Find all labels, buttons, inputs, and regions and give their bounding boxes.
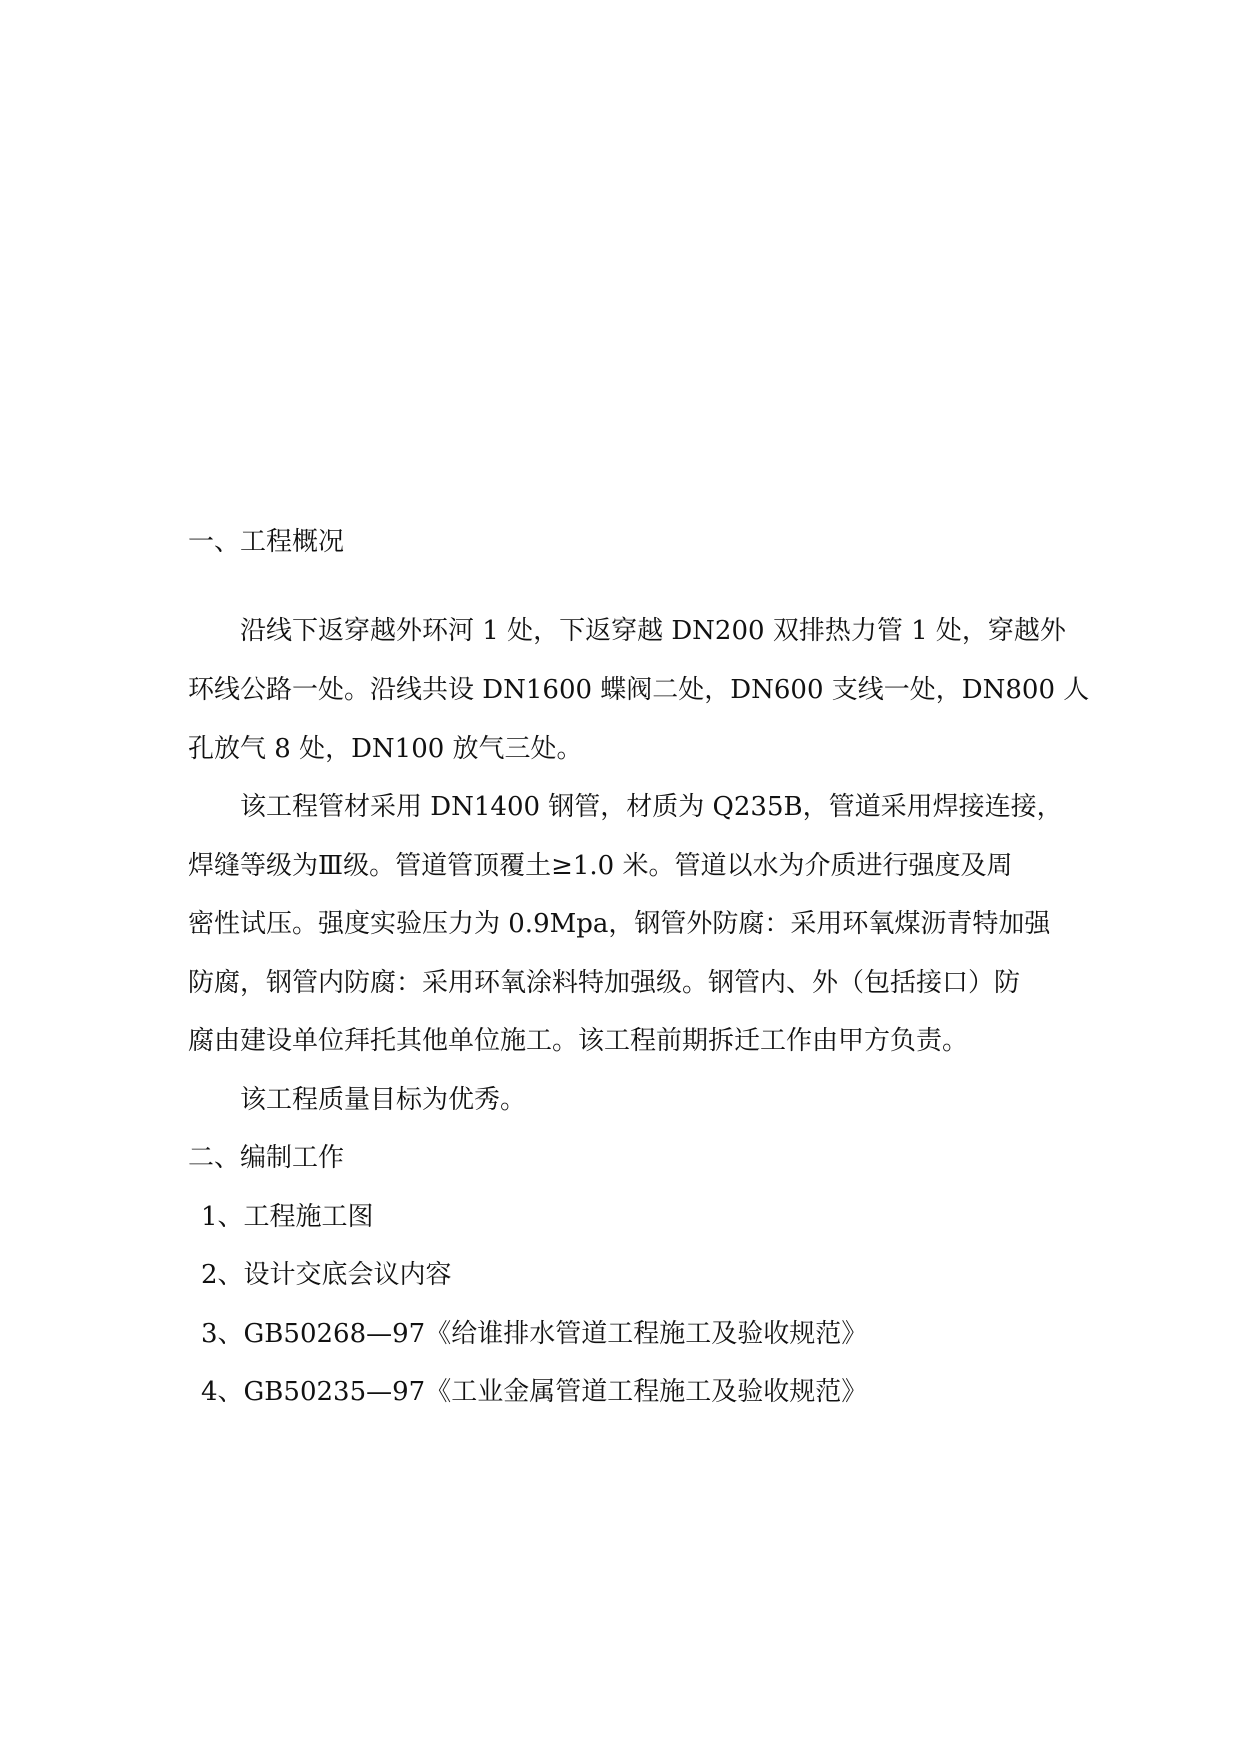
section-heading-compilation: 二、编制工作	[188, 1143, 345, 1173]
list-item: 4、GB50235—97《工业金属管道工程施工及验收规范》	[201, 1377, 868, 1407]
list-item: 3、GB50268—97《给谁排水管道工程施工及验收规范》	[201, 1319, 868, 1349]
paragraph-line: 环线公路一处。沿线共设 DN1600 蝶阀二处，DN600 支线一处，DN800 人	[188, 675, 1090, 705]
paragraph-line: 孔放气 8 处，DN100 放气三处。	[188, 734, 583, 764]
paragraph-line: 焊缝等级为Ⅲ级。管道管顶覆土≥1.0 米。管道以水为介质进行强度及周	[188, 851, 1013, 881]
paragraph-line: 沿线下返穿越外环河 1 处，下返穿越 DN200 双排热力管 1 处，穿越外	[240, 616, 1066, 646]
list-item: 2、设计交底会议内容	[201, 1260, 452, 1290]
paragraph-line: 该工程质量目标为优秀。	[240, 1085, 527, 1115]
list-item: 1、工程施工图	[201, 1202, 374, 1232]
paragraph-line: 密性试压。强度实验压力为 0.9Mpa，钢管外防腐：采用环氧煤沥青特加强	[188, 909, 1051, 939]
paragraph-line: 该工程管材采用 DN1400 钢管，材质为 Q235B，管道采用焊接连接，	[240, 792, 1063, 822]
section-heading-overview: 一、工程概况	[188, 527, 345, 557]
paragraph-line: 防腐，钢管内防腐：采用环氧涂料特加强级。钢管内、外（包括接口）防	[188, 968, 1021, 998]
paragraph-line: 腐由建设单位拜托其他单位施工。该工程前期拆迁工作由甲方负责。	[188, 1026, 969, 1056]
